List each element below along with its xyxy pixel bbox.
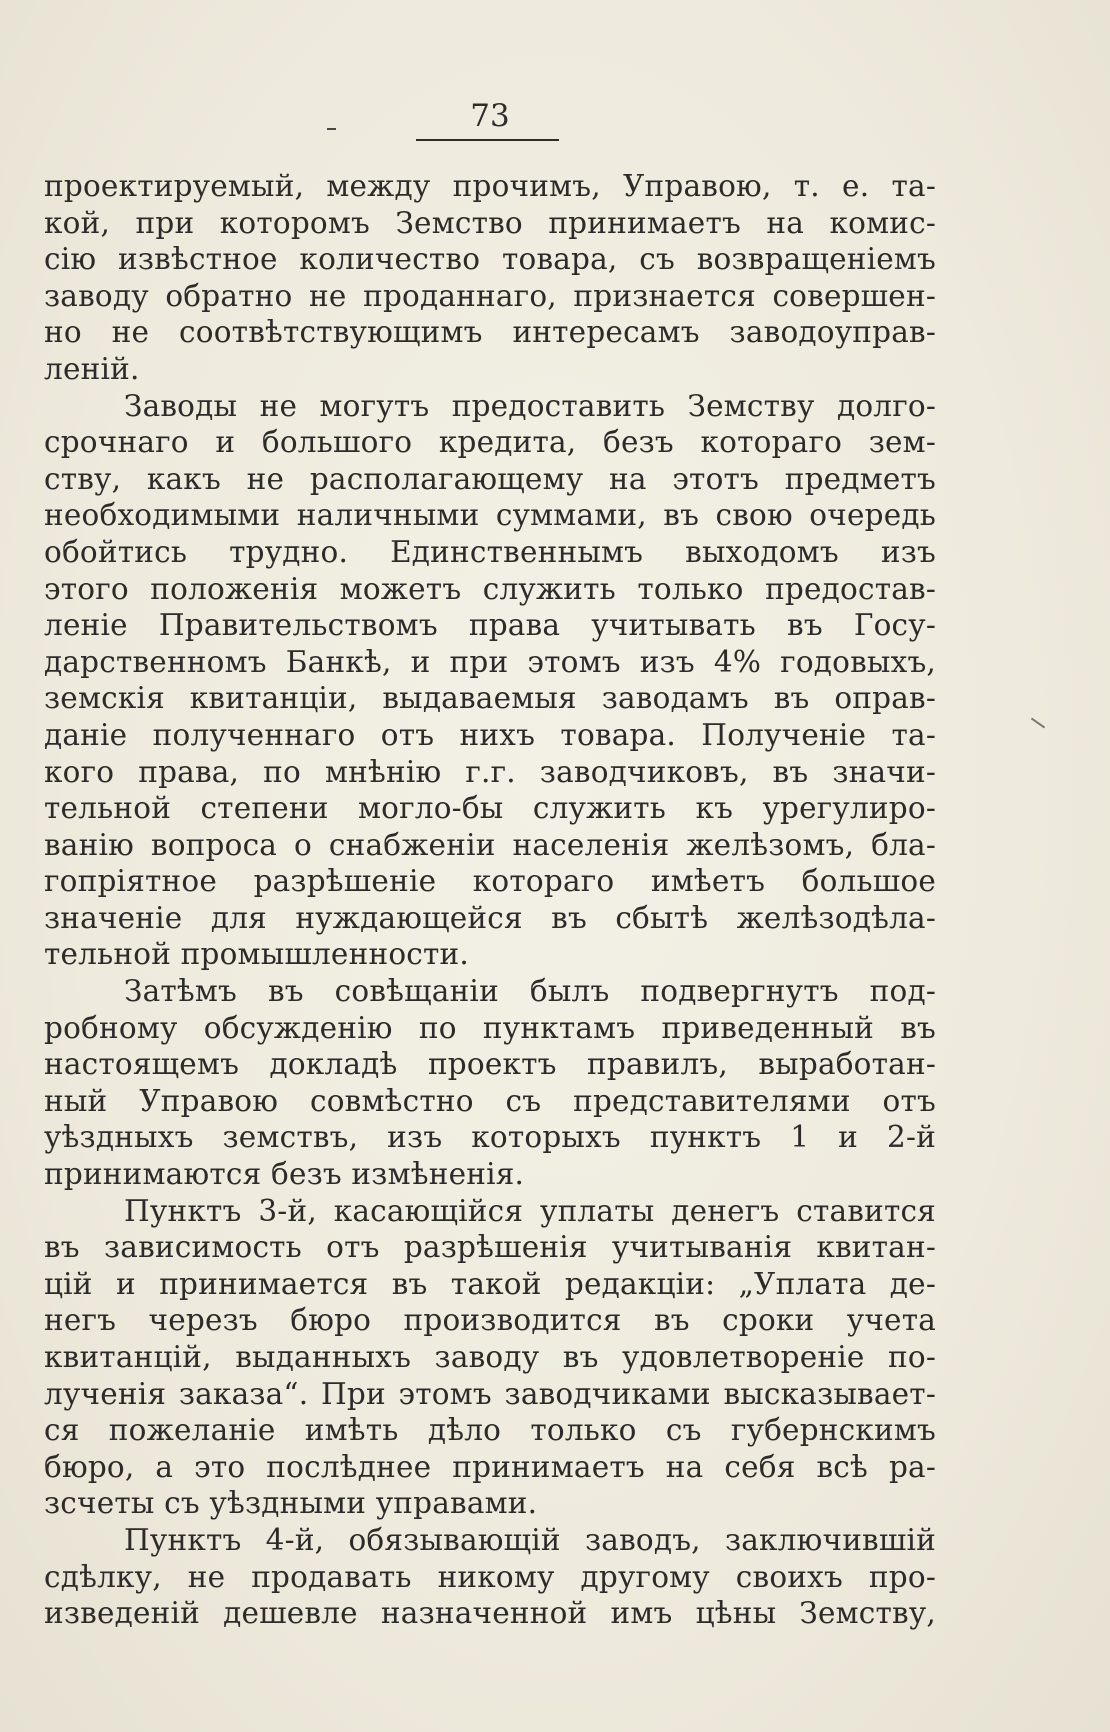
text-line: Заводы не могутъ предоставить Земству долго- (124, 388, 936, 423)
text-line: зсчеты съ уѣздными управами. (44, 1486, 538, 1521)
text-line: уѣздныхъ земствъ, изъ которыхъ пунктъ 1 и 2-й (44, 1120, 936, 1155)
text-line: заводу обратно не проданнаго, признается совершен- (44, 278, 936, 313)
text-line: робному обсужденію по пунктамъ приведенный въ (44, 1010, 936, 1045)
text-line: негъ черезъ бюро производится въ сроки учета (44, 1303, 936, 1338)
text-line: цій и принимается въ такой редакціи: „Уплата де- (44, 1266, 936, 1301)
text-line: лученія заказа“. При этомъ заводчиками высказывает- (44, 1376, 936, 1411)
text-line: даніе полученнаго отъ нихъ товара. Полученіе та- (44, 717, 936, 752)
text-line: въ зависимость отъ разрѣшенія учитыванія квитан- (44, 1230, 936, 1265)
text-line: Затѣмъ въ совѣщаніи былъ подвергнутъ под- (124, 974, 936, 1009)
text-line: дарственномъ Банкѣ, и при этомъ изъ 4% годовыхъ, (44, 644, 936, 679)
text-line: сдѣлку, не продавать никому другому своихъ про- (44, 1559, 936, 1594)
text-line: этого положенія можетъ служить только предостав- (44, 571, 936, 606)
text-line: тельной степени могло-бы служить къ урегулиро- (44, 791, 936, 826)
stray-dash-mark (327, 128, 336, 130)
header-rule (416, 139, 559, 141)
text-line: земскія квитанціи, выдаваемыя заводамъ въ оправ- (44, 681, 936, 716)
text-line: Пунктъ 3-й, касающійся уплаты денегъ ставится (124, 1193, 936, 1228)
text-line: изведеній дешевле назначенной имъ цѣны Земству, (44, 1596, 936, 1631)
text-line: сію извѣстное количество товара, съ возвращеніемъ (44, 242, 936, 277)
text-line: ся пожеланіе имѣть дѣло только съ губернскимъ (44, 1413, 936, 1448)
text-line: леніе Правительствомъ права учитывать въ Госу- (44, 608, 936, 643)
text-line: ству, какъ не располагающему на этотъ предметъ (44, 461, 936, 496)
text-line: кого права, по мнѣнію г.г. заводчиковъ, въ значи- (44, 754, 936, 789)
body-text (44, 168, 936, 1632)
text-line: значеніе для нуждающейся въ сбытѣ желѣзодѣла- (44, 900, 936, 935)
text-line: необходимыми наличными суммами, въ свою очередь (44, 498, 936, 533)
text-line: ванію вопроса о снабженіи населенія желѣзомъ, бла- (44, 827, 936, 862)
text-line: но не соотвѣтствующимъ интересамъ заводоуправ- (44, 315, 936, 350)
text-line: принимаются безъ измѣненія. (44, 1157, 525, 1192)
text-line: срочнаго и большого кредита, безъ котораго зем- (44, 425, 936, 460)
text-line: леній. (44, 351, 140, 386)
text-line: бюро, а это послѣднее принимаетъ на себя всѣ ра- (44, 1449, 936, 1484)
text-line: настоящемъ докладѣ проектъ правилъ, выработан- (44, 1047, 936, 1082)
margin-mark (1031, 718, 1045, 729)
text-line: обойтись трудно. Единственнымъ выходомъ изъ (44, 534, 936, 569)
text-line: проектируемый, между прочимъ, Управою, т. е. та- (44, 169, 936, 203)
text-line: кой, при которомъ Земство принимаетъ на комис- (44, 205, 936, 240)
text-line: ный Управою совмѣстно съ представителями отъ (44, 1083, 936, 1118)
text-line: квитанцій, выданныхъ заводу въ удовлетвореніе по- (44, 1340, 936, 1374)
text-line: тельной промышленности. (44, 937, 469, 972)
text-line: гопріятное разрѣшеніе котораго имѣетъ большое (44, 864, 936, 899)
text-line: Пунктъ 4-й, обязывающій заводъ, заключившій (124, 1522, 936, 1557)
page-number: 73 (470, 98, 510, 134)
